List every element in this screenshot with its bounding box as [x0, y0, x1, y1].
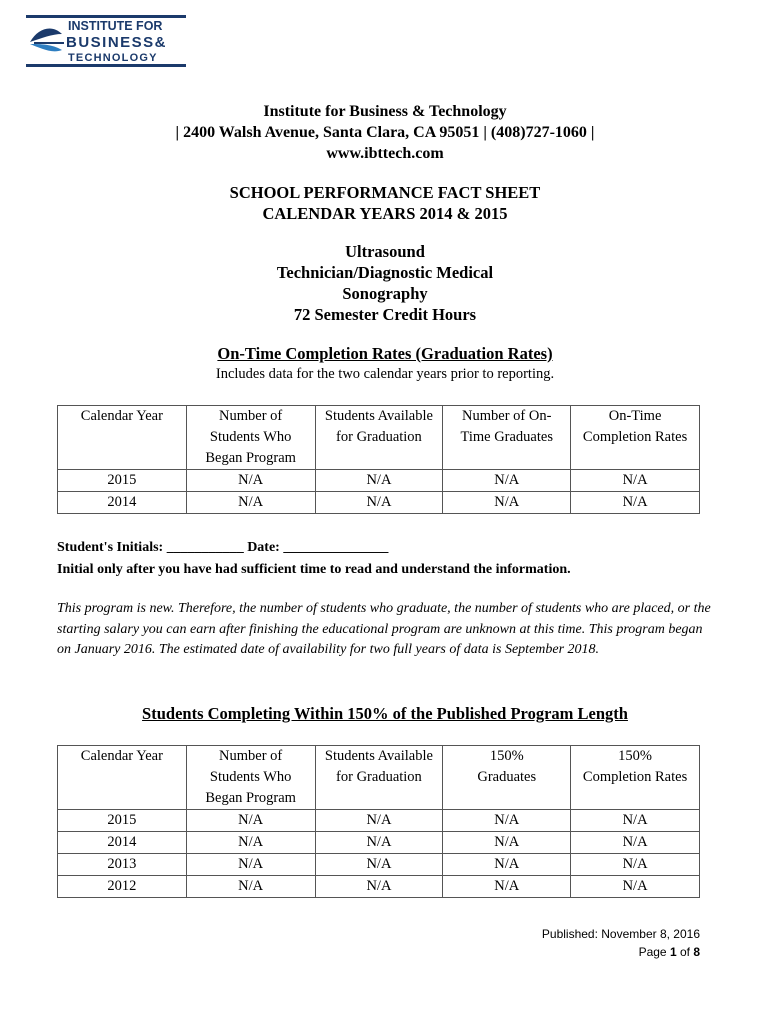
header-cell: 150% Graduates	[443, 746, 571, 810]
table-cell: 2012	[58, 876, 187, 898]
logo-line3: TECHNOLOGY	[68, 52, 158, 64]
table-header-row	[58, 406, 700, 470]
table-cell: N/A	[443, 810, 571, 832]
table-cell: N/A	[315, 832, 443, 854]
on-time-heading: On-Time Completion Rates (Graduation Rates)	[217, 344, 553, 363]
on-time-subheading: Includes data for the two calendar years prior to reporting.	[215, 366, 555, 382]
header-cell: 150% Completion Rates	[571, 746, 700, 810]
institution-website: www.ibttech.com	[326, 145, 444, 162]
header-cell: Number of Students Who Began Program	[186, 406, 315, 470]
table-row	[58, 810, 700, 832]
completion-150-heading: Students Completing Within 150% of the Published Program Length	[142, 704, 628, 723]
table-cell: N/A	[186, 810, 315, 832]
page-indicator: Page 1 of 8	[638, 945, 700, 959]
logo-line1: INSTITUTE FOR	[68, 19, 163, 33]
table-cell: N/A	[315, 810, 443, 832]
table-cell: N/A	[571, 832, 700, 854]
table-cell: N/A	[186, 854, 315, 876]
program-line2: Technician/Diagnostic Medical	[276, 263, 494, 282]
header-cell: Number of Students Who Began Program	[186, 746, 315, 810]
table-row	[58, 832, 700, 854]
table-cell: N/A	[443, 470, 571, 492]
program-new-note: This program is new. Therefore, the number of students who graduate, the number of students who are placed, or the starting salary you can earn after finishing the educational program are unknown at this time. This program began on January 2016. The estimated date of availability for two full years of data is September 2018.	[57, 601, 711, 657]
table-cell: N/A	[186, 492, 315, 514]
table-cell: 2015	[58, 810, 187, 832]
institution-name: Institute for Business & Technology	[263, 103, 507, 120]
table-cell: 2014	[58, 832, 187, 854]
initials-instruction: Initial only after you have had sufficient time to read and understand the information.	[57, 562, 571, 577]
table-cell: 2013	[58, 854, 187, 876]
on-time-table	[57, 405, 700, 514]
header-cell: On-Time Completion Rates	[571, 406, 700, 470]
header-cell: Students Available for Graduation	[315, 406, 443, 470]
published-date: Published: November 8, 2016	[541, 927, 700, 941]
table-cell: N/A	[571, 492, 700, 514]
table-row	[58, 876, 700, 898]
table-cell: N/A	[571, 470, 700, 492]
program-line1: Ultrasound	[345, 242, 425, 261]
initials-date-line: Student's Initials: ___________ Date: _______________	[57, 540, 389, 555]
table-cell: N/A	[186, 876, 315, 898]
table-cell: 2014	[58, 492, 187, 514]
table-cell: N/A	[571, 810, 700, 832]
table-cell: 2015	[58, 470, 187, 492]
institution-address: | 2400 Walsh Avenue, Santa Clara, CA 95051 | (408)727-1060 |	[175, 124, 595, 141]
header-cell: Number of On- Time Graduates	[443, 406, 571, 470]
table-cell: N/A	[443, 492, 571, 514]
header-cell: Calendar Year	[58, 746, 187, 810]
table-cell: N/A	[571, 854, 700, 876]
header-cell: Students Available for Graduation	[315, 746, 443, 810]
ibt-logo	[26, 14, 186, 68]
fact-sheet-years: CALENDAR YEARS 2014 & 2015	[262, 204, 508, 223]
table-cell: N/A	[443, 832, 571, 854]
table-cell: N/A	[315, 492, 443, 514]
completion-150-table	[57, 745, 700, 898]
table-row	[58, 854, 700, 876]
table-row	[58, 492, 700, 514]
table-cell: N/A	[571, 876, 700, 898]
table-cell: N/A	[186, 832, 315, 854]
logo-line2: BUSINESS&	[66, 34, 168, 51]
table-cell: N/A	[186, 470, 315, 492]
table-cell: N/A	[315, 470, 443, 492]
table-cell: N/A	[315, 876, 443, 898]
table-cell: N/A	[315, 854, 443, 876]
table-cell: N/A	[443, 876, 571, 898]
table-header-row	[58, 746, 700, 810]
header-cell: Calendar Year	[58, 406, 187, 470]
program-line3: Sonography	[342, 284, 428, 303]
table-row	[58, 470, 700, 492]
fact-sheet-title: SCHOOL PERFORMANCE FACT SHEET	[229, 183, 541, 202]
table-cell: N/A	[443, 854, 571, 876]
program-hours: 72 Semester Credit Hours	[293, 305, 477, 324]
